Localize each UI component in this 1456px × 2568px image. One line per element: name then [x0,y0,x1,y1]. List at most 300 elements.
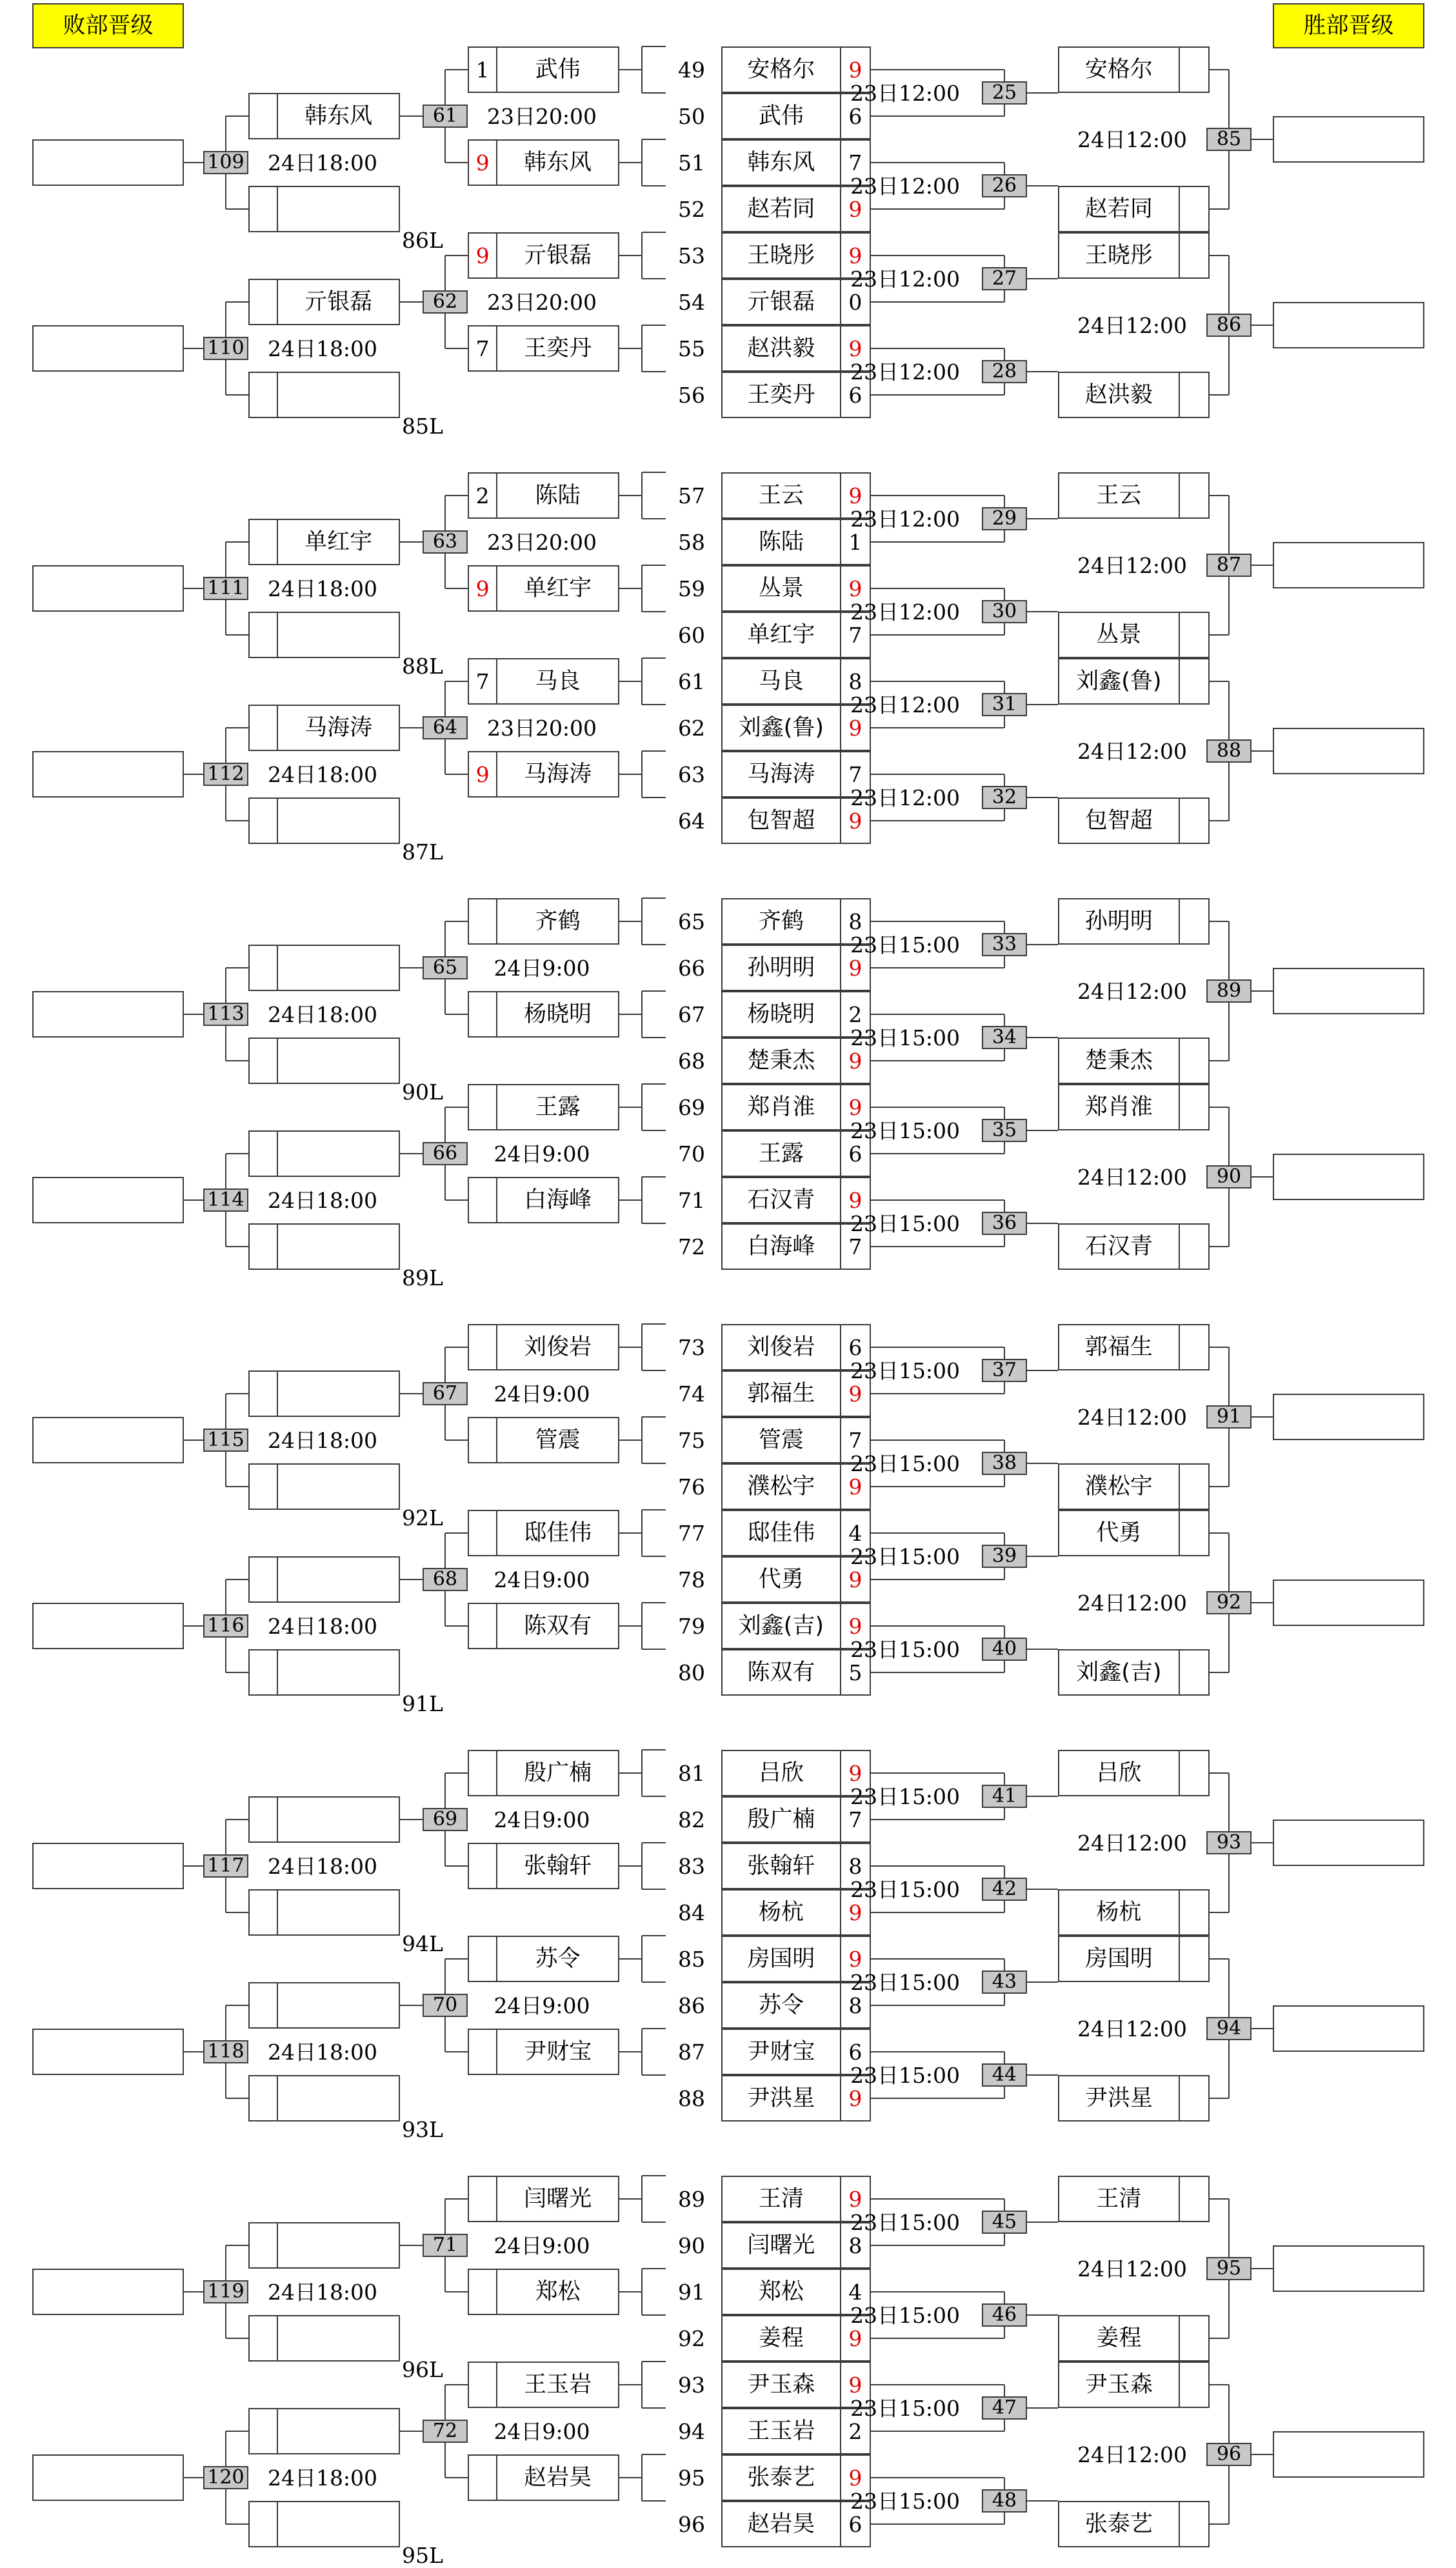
player-name: 刘鑫(吉) [738,1612,824,1639]
loser-r1-entrant-left [469,1844,497,1888]
winner-advanced-right [1180,187,1208,231]
winner-match-time: 23日15:00 [850,1969,961,1995]
player-score: 9 [848,2465,863,2491]
loser-r1-time-wrap [484,289,600,315]
player-name: 安格尔 [747,56,815,83]
loser-r1-time-wrap [484,2232,600,2258]
slot-number: 53 [678,243,705,268]
slot-number-wrap [672,808,711,834]
winner-match-38-number: 38 [992,1452,1017,1474]
player-name-cell [723,474,841,517]
winner-final-time-wrap [1074,1830,1190,1856]
slot-number-wrap [672,1001,711,1027]
loser-r1-entrant-right-text: 管震 [535,1427,581,1453]
loser-r2-upper-right [278,280,399,324]
slot-number: 62 [678,715,705,741]
loser-r1-entrant-left [469,326,497,370]
loser-r2-match-115-number: 115 [207,1429,244,1451]
loser-r2-output [32,139,184,186]
loser-r1-entrant [468,2269,619,2315]
player-name: 尹财宝 [747,2038,815,2065]
loser-r1-entrant-left [469,48,497,92]
loser-r2-lower-right [278,1225,399,1269]
slot-number: 85 [678,1946,705,1972]
player-score: 7 [848,1427,863,1453]
loser-r2-upper-left [250,2223,278,2267]
slot-number: 88 [678,2085,705,2111]
loser-r1-entrant-left-text: 9 [475,243,490,268]
winner-advanced [1058,2501,1210,2547]
winner-final-time-wrap [1074,312,1190,338]
loser-r1-entrant-right [497,1325,618,1369]
loser-r1-entrant-left [469,2270,497,2314]
slot-number: 90 [678,2232,705,2258]
winner-match-time-wrap [847,932,963,958]
winner-final-time-wrap [1074,1404,1190,1430]
winner-final-time: 24日12:00 [1077,2442,1188,2467]
loser-drop-label: 86L [402,227,443,253]
player-name: 苏令 [758,1992,804,2018]
player-name: 刘鑫(鲁) [738,714,824,741]
loser-r1-time: 23日20:00 [486,289,597,315]
player-score: 7 [848,150,863,176]
player-name-cell [723,899,841,943]
winner-advanced-left-text: 楚秉杰 [1084,1047,1153,1074]
slot-number: 64 [678,808,705,834]
player-score: 9 [848,715,863,741]
winner-advanced-right [1180,899,1208,943]
loser-drop-label-wrap [400,1690,445,1716]
loser-r2-lower-right [278,1465,399,1509]
player-name-cell [723,992,841,1036]
loser-r2-match-111 [203,577,248,600]
slot-number-wrap [672,1334,711,1360]
loser-r1-match-62 [423,290,468,314]
player-name-cell [723,2076,841,2120]
slot-number-wrap [672,761,711,787]
winner-match-42 [982,1878,1027,1901]
player-name-cell [723,799,841,843]
loser-r2-upper-right [278,520,399,564]
loser-r2-time: 24日18:00 [267,1613,378,1639]
loser-r2-upper-left [250,94,278,138]
loser-r2-lower [248,1038,400,1084]
player-name: 吕欣 [758,1760,804,1786]
winner-match-time: 23日12:00 [850,692,961,717]
player-name: 马良 [758,668,804,694]
winner-advanced-right [1180,659,1208,703]
loser-r1-entrant-left [469,899,497,943]
player-name-cell [723,1372,841,1416]
loser-r1-entrant-right [497,567,618,610]
slot-number: 79 [678,1613,705,1639]
winner-advanced-left [1059,373,1180,417]
loser-r2-upper-left [250,946,278,990]
loser-drop-label-wrap [400,2356,445,2382]
player-score: 6 [848,2039,863,2065]
slot-number-wrap [672,1048,711,1074]
loser-r1-time: 24日9:00 [494,1807,590,1832]
winner-match-time-wrap [847,1450,963,1476]
loser-r2-time-wrap [264,1187,381,1213]
loser-r1-time-wrap [484,1141,600,1167]
slot-number-wrap [672,57,711,83]
loser-r1-time: 24日9:00 [494,1141,590,1167]
winner-advanced-right [1180,1465,1208,1509]
slot-number: 82 [678,1807,705,1832]
winner-advanced-left-text: 吕欣 [1096,1760,1142,1786]
loser-r1-entrant-left [469,2030,497,2074]
player-name-cell [723,2456,841,2500]
slot-number: 65 [678,908,705,934]
loser-r1-entrant-right-text: 王露 [535,1094,581,1120]
player-score: 7 [848,1234,863,1259]
loser-r2-match-112-number: 112 [207,763,244,785]
loser-r2-time-wrap [264,1427,381,1453]
loser-r1-entrant-right-text: 亓银磊 [524,242,592,268]
winner-advanced-left [1059,659,1180,703]
loser-r2-lower [248,2501,400,2547]
winner-final-86-number: 86 [1216,314,1242,336]
player-name: 郑松 [758,2278,804,2305]
winner-match-43 [982,1971,1027,1994]
loser-r1-time: 24日9:00 [494,2232,590,2258]
winner-match-time-wrap [847,2062,963,2088]
loser-r1-entrant-right-text: 马海涛 [524,761,592,787]
player-name: 张泰艺 [747,2464,815,2491]
loser-r1-time: 23日20:00 [486,103,597,129]
player-score: 9 [848,1760,863,1786]
loser-r1-entrant-right [497,1604,618,1648]
loser-r1-entrant-right [497,899,618,943]
winner-match-time-wrap [847,1876,963,1902]
loser-drop-label-wrap [400,1931,445,1956]
winner-final-time: 24日12:00 [1077,312,1188,338]
loser-r2-match-119 [203,2280,248,2303]
winner-match-time-wrap [847,1543,963,1569]
loser-r2-upper [248,1982,400,2029]
loser-r1-entrant [468,2176,619,2222]
slot-number-wrap [672,1853,711,1879]
winner-advanced-left [1059,1511,1180,1555]
loser-r1-entrant-right [497,1937,618,1981]
loser-r2-upper-right [278,2223,399,2267]
slot-number-wrap [672,196,711,222]
player-name: 马海涛 [747,761,815,787]
player-name-cell [723,280,841,324]
loser-r2-lower [248,372,400,418]
winner-final-time: 24日12:00 [1077,126,1188,152]
player-score: 5 [848,1660,863,1685]
loser-r2-match-118 [203,2040,248,2063]
winner-match-25 [982,81,1027,105]
loser-r1-time-wrap [484,715,600,741]
player-name: 闫曙光 [747,2232,815,2258]
slot-number: 59 [678,576,705,601]
winner-match-time: 23日12:00 [850,785,961,810]
loser-r1-time-wrap [484,529,600,555]
player-name-cell [723,234,841,277]
loser-r2-time-wrap [264,1853,381,1879]
loser-r1-entrant-right-text: 赵岩昊 [524,2464,592,2491]
player-score: 2 [848,1001,863,1027]
slot-number-wrap [672,1807,711,1832]
loser-r2-output [32,751,184,797]
player-name: 尹玉森 [747,2371,815,2398]
winner-final-time-wrap [1074,2256,1190,2282]
winner-advanced [1058,898,1210,945]
winner-advanced-right [1180,799,1208,843]
loser-r2-match-120 [203,2466,248,2489]
loser-r1-entrant [468,1750,619,1796]
winner-final-89 [1206,979,1252,1003]
loser-r1-entrant [468,472,619,519]
slot-number-wrap [672,2039,711,2065]
player-score: 8 [848,668,863,694]
loser-drop-label-wrap [400,1265,445,1290]
winner-advanced-left [1059,1085,1180,1129]
winner-final-90-number: 90 [1216,1165,1242,1188]
slot-number-wrap [672,2372,711,2398]
winner-advanced [1058,1038,1210,1084]
winner-final-time-wrap [1074,552,1190,578]
winner-match-31 [982,693,1027,716]
loser-r2-upper-left [250,1798,278,1841]
winner-advanced [1058,1510,1210,1556]
loser-r1-entrant-left [469,1178,497,1222]
winner-match-29-number: 29 [992,507,1017,530]
winner-advanced-left-text: 石汉青 [1084,1233,1153,1259]
loser-r1-entrant-left [469,1604,497,1648]
winner-final-85-number: 85 [1216,128,1242,150]
loser-r1-entrant [468,1843,619,1889]
slot-number-wrap [672,1660,711,1685]
player-name: 单红宇 [747,621,815,648]
winner-final-time-wrap [1074,1590,1190,1616]
loser-r1-entrant-right-text: 殷广楠 [524,1760,592,1786]
loser-r2-upper [248,1130,400,1177]
winner-advanced-left-text: 赵洪毅 [1084,381,1153,408]
winner-advanced-left-text: 郭福生 [1084,1334,1153,1360]
winner-match-time: 23日12:00 [850,506,961,532]
loser-r2-match-109-number: 109 [207,151,244,174]
winner-final-output [1273,1580,1424,1626]
player-name-cell [723,48,841,92]
player-name-cell [723,2223,841,2267]
slot-number-wrap [672,2186,711,2212]
loser-r1-entrant-right [497,992,618,1036]
loser-r1-entrant-right-text: 邸佳伟 [524,1520,592,1546]
loser-r2-lower-left [250,1891,278,1934]
loser-r1-match-63-number: 63 [432,530,458,553]
winner-match-39-number: 39 [992,1545,1017,1567]
player-name-cell [723,1511,841,1555]
winner-advanced-right [1180,613,1208,657]
winner-bracket-title: 胜部晋级 [1303,12,1394,39]
loser-r2-upper [248,93,400,139]
loser-r2-lower-left [250,1039,278,1083]
winner-match-34 [982,1026,1027,1049]
loser-r2-time: 24日18:00 [267,150,378,176]
player-name-cell [723,2177,841,2221]
loser-r1-entrant [468,2029,619,2075]
loser-r1-entrant-left [469,474,497,517]
slot-number-wrap [672,150,711,176]
winner-final-87-number: 87 [1216,554,1242,576]
player-name-cell [723,520,841,564]
loser-r2-time: 24日18:00 [267,2039,378,2065]
player-name-cell [723,1798,841,1841]
player-name: 陈双有 [747,1659,815,1685]
loser-r2-lower-right [278,2076,399,2120]
winner-match-time: 23日15:00 [850,2062,961,2088]
slot-number-wrap [672,2232,711,2258]
loser-r2-upper [248,945,400,991]
winner-match-46-number: 46 [992,2303,1017,2326]
loser-r1-entrant-right-text: 齐鹤 [535,908,581,934]
winner-match-time: 23日15:00 [850,1210,961,1236]
winner-advanced-right [1180,234,1208,277]
loser-r2-match-116-number: 116 [207,1614,244,1637]
player-name: 殷广楠 [747,1806,815,1832]
winner-advanced-left [1059,187,1180,231]
loser-r2-lower-left [250,373,278,417]
winner-advanced-left-text: 王晓彤 [1084,242,1153,268]
winner-advanced [1058,46,1210,93]
winner-match-time-wrap [847,266,963,292]
player-name: 郭福生 [747,1380,815,1407]
slot-number: 57 [678,483,705,508]
player-score: 6 [848,103,863,129]
winner-final-94 [1206,2017,1252,2040]
winner-final-85 [1206,128,1252,151]
winner-advanced [1058,186,1210,232]
slot-number-wrap [672,2279,711,2305]
loser-r1-entrant-left-text: 2 [475,483,490,508]
winner-final-93 [1206,1831,1252,1854]
loser-r2-output [32,325,184,372]
loser-r1-entrant [468,46,619,93]
player-name-cell [723,1558,841,1601]
loser-r1-entrant-left [469,234,497,277]
loser-r1-entrant-right-text: 尹财宝 [524,2038,592,2065]
loser-r2-match-114-number: 114 [207,1189,244,1211]
loser-r2-match-116 [203,1614,248,1638]
slot-number: 55 [678,336,705,361]
winner-match-45-number: 45 [992,2211,1017,2233]
loser-drop-label: 89L [402,1265,443,1290]
loser-r2-lower-right [278,799,399,843]
loser-r1-entrant-left [469,2456,497,2500]
loser-r1-entrant-right-text: 杨晓明 [524,1001,592,1027]
slot-number-wrap [672,1946,711,1972]
slot-number-wrap [672,908,711,934]
player-name-cell [723,1650,841,1694]
loser-r2-lower-left [250,1225,278,1269]
slot-number-wrap [672,289,711,315]
winner-match-27 [982,267,1027,290]
player-score: 9 [848,57,863,83]
slot-number-wrap [672,955,711,981]
winner-final-output [1273,1154,1424,1200]
loser-r2-upper-right [278,1372,399,1416]
winner-match-38 [982,1452,1027,1475]
slot-number: 49 [678,57,705,83]
loser-r2-lower-right [278,1891,399,1934]
loser-r2-upper [248,2222,400,2269]
winner-match-48-number: 48 [992,2489,1017,2512]
player-name-cell [723,1132,841,1176]
player-score: 9 [848,243,863,268]
winner-advanced [1058,2075,1210,2122]
winner-advanced [1058,1223,1210,1270]
player-name-cell [723,613,841,657]
loser-r2-lower [248,2075,400,2122]
winner-advanced-left-text: 安格尔 [1084,56,1153,83]
loser-r1-entrant [468,139,619,186]
loser-r2-lower-right [278,1650,399,1694]
winner-match-34-number: 34 [992,1026,1017,1048]
winner-match-time: 23日12:00 [850,359,961,385]
loser-r2-upper-right [278,1983,399,2027]
slot-number-wrap [672,576,711,601]
slot-number: 71 [678,1187,705,1213]
loser-r2-output [32,2029,184,2075]
loser-r1-time-wrap [484,1567,600,1592]
loser-drop-label-wrap [400,1505,445,1530]
player-name: 邸佳伟 [747,1520,815,1546]
player-score: 9 [848,483,863,508]
player-name: 姜程 [758,2325,804,2351]
player-name: 王清 [758,2185,804,2212]
slot-number: 66 [678,955,705,981]
player-name-cell [723,659,841,703]
winner-final-90 [1206,1165,1252,1189]
player-score: 9 [848,1946,863,1972]
player-score: 9 [848,2372,863,2398]
loser-drop-label-wrap [400,227,445,253]
loser-r2-time: 24日18:00 [267,336,378,361]
loser-r1-entrant-left [469,1937,497,1981]
loser-r1-match-65 [423,956,468,979]
winner-match-time-wrap [847,1783,963,1809]
loser-r2-upper [248,1370,400,1417]
slot-number-wrap [672,668,711,694]
slot-number-wrap [672,1992,711,2018]
slot-number: 51 [678,150,705,176]
loser-r1-entrant-right [497,2177,618,2221]
winner-final-88 [1206,739,1252,763]
loser-r1-time-wrap [484,1381,600,1407]
winner-advanced-left [1059,613,1180,657]
loser-r2-time-wrap [264,336,381,361]
loser-r1-entrant-left-text: 9 [475,576,490,601]
player-score: 9 [848,1613,863,1639]
winner-advanced-left-text: 房国明 [1084,1945,1153,1972]
loser-r2-time: 24日18:00 [267,2465,378,2491]
loser-r2-output [32,1417,184,1463]
winner-match-time-wrap [847,785,963,810]
player-score: 8 [848,908,863,934]
loser-r2-upper [248,519,400,565]
winner-advanced-left [1059,799,1180,843]
winner-advanced-right [1180,48,1208,92]
loser-r2-output [32,1603,184,1649]
loser-r2-upper-right [278,1558,399,1601]
loser-r2-upper-left [250,1558,278,1601]
player-score: 9 [848,336,863,361]
loser-r2-upper [248,1556,400,1603]
